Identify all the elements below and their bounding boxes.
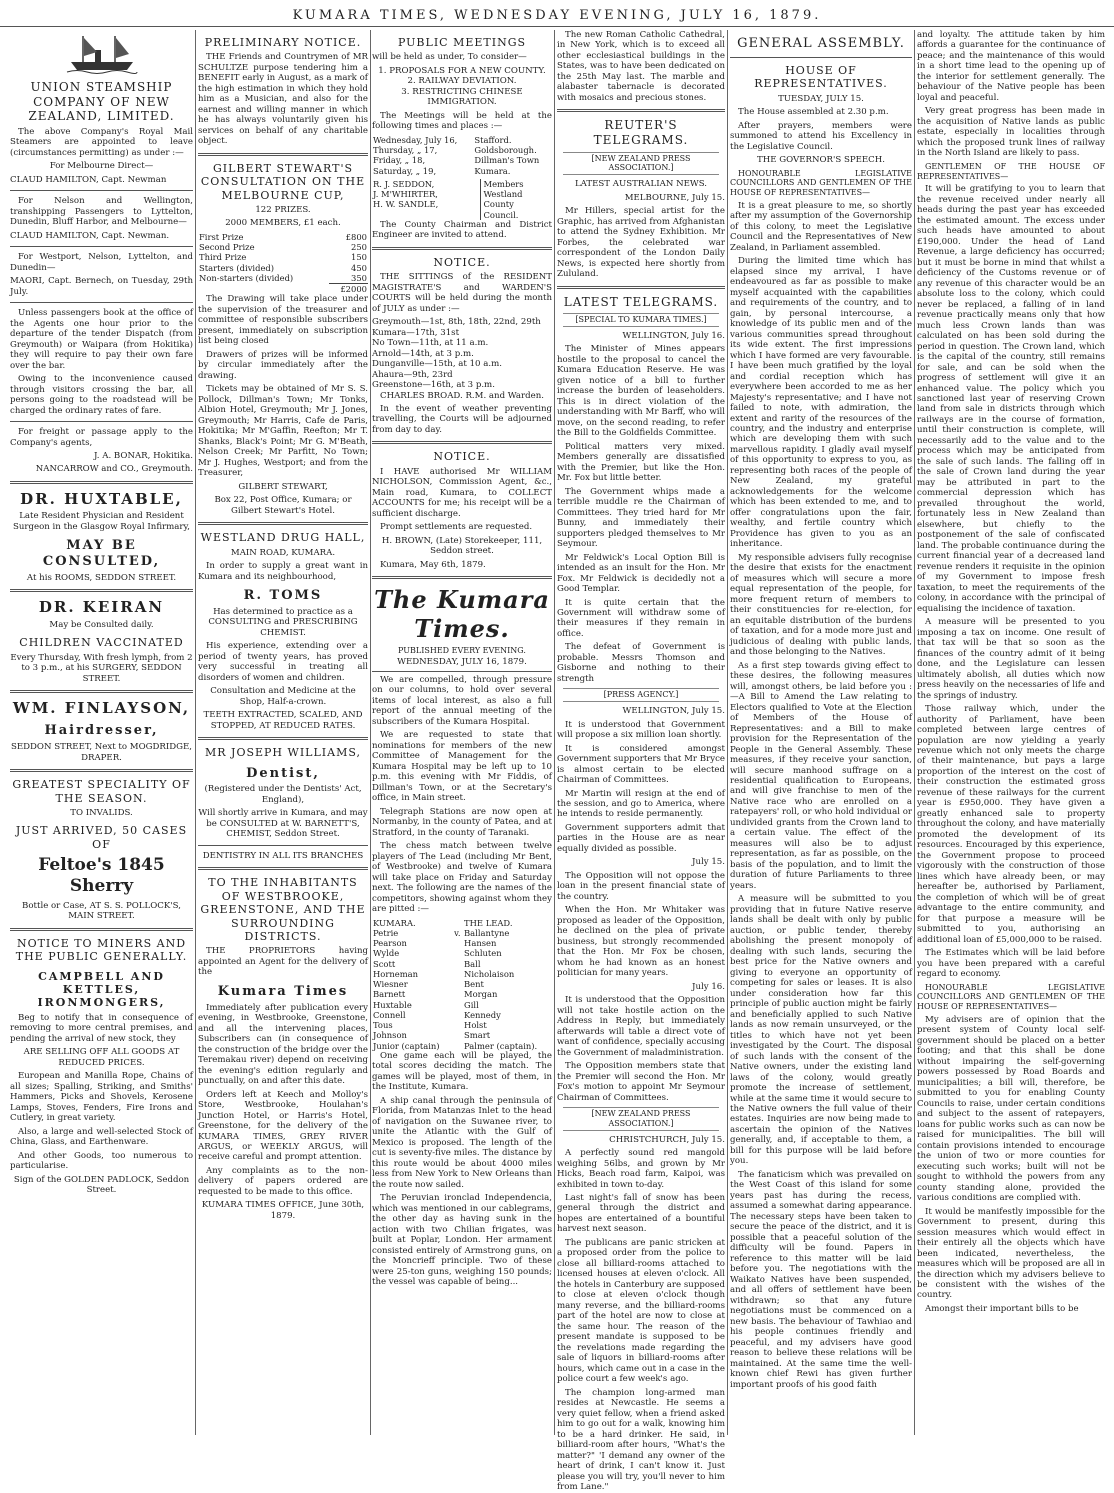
drughall-text: In order to supply a great want in Kumara and its neighbourhood, [198, 561, 368, 582]
prize-total: £2000 [329, 284, 368, 295]
article-text: Political matters very mixed. Members generally are dissatisfied with the Premier, but like the Hon. Mr. Fox but little better. [557, 441, 725, 484]
column-rule [554, 30, 555, 1435]
divider [372, 441, 552, 444]
column-header [453, 918, 463, 928]
article-text: The Minister of Mines appears hostile to the proposal to cancel the Kumara Education Reserve. He was given notice of a bill to further increase the burden of leaseholders. This is in direct violation of the understanding with Mr Barff, who will move, on the second reading, to refer the Bill to the Goldfields Committee. [557, 344, 725, 439]
player: Nicholaison [464, 968, 515, 979]
courts-text: In the event of weather preventing travelling, the Courts will be adjourned from day to day. [372, 403, 552, 435]
latest-assoc: [SPECIAL TO KUMARA TIMES.] [563, 313, 719, 327]
list-item: 1. PROPOSALS FOR A NEW COUNTY. [378, 65, 546, 76]
usc-title: UNION STEAMSHIP COMPANY OF NEW ZEALAND, LIMITED. [28, 80, 175, 124]
column-rule [195, 30, 196, 1435]
article-text: The House assembled at 2.30 p.m. [738, 107, 889, 118]
article-text: The publicans are panic stricken at a proposed order from the police to close all billiard-rooms attached to licensed houses at eleven o'clock. All the hotels in Canterbury are supposed to close at eleven o'clock though many reverse, and the billiard-rooms part of the hotel are now to close at the same hour. The reason of the present mandate is supposed to be the revelations made regarding the sale of liquors in billiard-rooms after hours, which came out in a case in the police court a few week's ago. [557, 1237, 725, 1385]
prize-value: 150 [351, 252, 367, 263]
inhabitants-text: Kumara Times [217, 983, 349, 999]
article-text: Government supporters admit that parties in the House are as near equally divided as possible. [557, 822, 725, 854]
article-text: A measure will be presented to you imposing a tax on income. One result of that tax will be that so soon as the finances of the country admit of it being done, and the Legislature can lessen ultimately abolish, all duties which now press heavily on the necessaries of life and the springs of industry. [917, 617, 1105, 701]
gilbert-text: 2000 MEMBERS, £1 each. [225, 218, 341, 229]
meeting-day: Thursday, „ 17, [373, 145, 438, 156]
table-row [198, 232, 368, 242]
divider [730, 57, 912, 58]
courts-list [372, 317, 552, 390]
editorial-text: The Peruvian ironclad Independencia, which was mentioned in our cablegrams, the other day as having sunk in the action with two Chilian frigates, was built at Poplar, London. Her armament consisted entirely of Armstrong guns, on the Moncrieff principle. Two of these were 25-ton guns, weighing 150 pounds; the vessel was capable of being... [372, 1193, 552, 1288]
divider [198, 845, 368, 846]
list-item: Arnold—14th, at 3 p.m. [372, 348, 474, 359]
gilbert-text: Tickets may be obtained of Mr S. S. Pollock, Dillman's Town; Mr Tonks, Albion Hotel, Greymouth; Mr J. Jones, Greymouth; Mr Harris, Cafe de Paris, Hokitika; Mr M'Gaffin, Reefton; Mr T. Shanks, Black's Point; Mr G. M'Beath, Nelson Creek; Mr Parfitt, No Town; Mr J. Hughes, Westport; and from the Treasurer, [198, 384, 368, 479]
table-row [198, 273, 368, 284]
prize-name: Non-starters (divided) [199, 272, 294, 283]
gilbert-text: GILBERT STEWART, [238, 481, 328, 492]
meeting-place: Dillman's Town [474, 155, 540, 166]
article-text: The Opposition will not oppose the loan in the present financial state of the country. [557, 870, 725, 902]
column-3 [372, 30, 552, 1435]
column-4 [557, 30, 725, 1493]
divider [10, 769, 193, 772]
huxtable-text: Late Resident Physician and Resident Surgeon in the Glasgow Royal Infirmary, [13, 511, 190, 532]
article-text: A perfectly sound red mangold weighing 56lbs, and grown by Mr Hicks, Beach road farm, Kaipoi, was exhibited in town to-day. [557, 1148, 725, 1190]
brown-text: Prompt settlements are requested. [380, 522, 533, 533]
assembly-title: GENERAL ASSEMBLY. [737, 36, 905, 51]
divider [10, 421, 193, 422]
courts-title: NOTICE. [433, 255, 491, 269]
greatest-text: Feltoe's 1845 Sherry [38, 855, 165, 897]
divider [557, 286, 725, 289]
dateline: July 15. [692, 857, 725, 868]
table-row [372, 918, 552, 928]
signatory: R. J. SEDDON, [373, 178, 435, 189]
table-row [372, 938, 552, 948]
list-item: No Town—11th, at 11 a.m. [372, 338, 489, 349]
article-text: It would be manifestly impossible for the Government to present, during this session measures which would effect in their entirely all the objects which have been indicated, nevertheless, the measures which will be proposed are all in the direction which my advisers believe to be consistent with the wishes of the country. [917, 1206, 1105, 1301]
campbell-text: Also, a large and well-selected Stock of China, Glass, and Earthenware. [10, 1126, 193, 1148]
meeting-day: Wednesday, July 16, [373, 134, 458, 145]
prize-name: Second Prize [199, 242, 255, 253]
meetings-signatories [372, 179, 552, 220]
table-row [372, 959, 552, 969]
signatory-note: Members Westland County Council. [480, 179, 552, 220]
usc-text: J. A. BONAR, Hokitika. [94, 450, 193, 461]
williams-title: MR JOSEPH WILLIAMS, [205, 746, 361, 760]
courts-text: CHARLES BROAD. R.M. and Warden. [380, 390, 544, 401]
list-item: 3. RESTRICTING CHINESE IMMIGRATION. [401, 86, 523, 108]
player: Palmer (captain). [464, 1040, 538, 1051]
list-item: Dunganville—15th, at 10 a.m. [372, 359, 502, 370]
article-text: The defeat of Government is probable. Messrs Thomson and Gisborne and nothing to their strength [557, 642, 725, 684]
dateline: WELLINGTON, July 15. [622, 706, 725, 717]
greatest-text: Bottle or Case, AT S. S. POLLOCK'S, MAIN STREET. [22, 900, 181, 922]
divider [10, 690, 193, 693]
table-row [372, 1030, 552, 1040]
keiran-title: DR. KEIRAN [38, 598, 165, 617]
player: Gill [464, 999, 479, 1010]
inhabitants-text: Any complaints as to the non-delivery of papers ordered are requested to be made to this office. [198, 1165, 368, 1197]
player: Kennedy [464, 1009, 501, 1020]
column-rule [370, 30, 371, 1435]
dateline: July 16. [692, 981, 725, 992]
preliminary-text: THE Friends and Countrymen of MR SCHULTZE purpose tendering him a BENEFIT early in August, as a mark of the high estimation in which they hold him as a Musician, and also for the earnest and willing manner in which he has always voluntarily given his services on behalf of any charitable object. [198, 52, 368, 147]
divider [198, 867, 368, 870]
player: Petrie [373, 927, 399, 938]
drughall-title: WESTLAND DRUG HALL, [200, 531, 366, 545]
campbell-title: CAMPBELL AND KETTLES, IRONMONGERS, [37, 969, 166, 1010]
article-text: Mr Hillers, special artist for the Graphic, has arrived from Afghanistan to attend the Sydney Exhibition. Mr Forbes, the celebrated war correspondent of the London Daily News, is expected here shortly from Zululand. [557, 206, 725, 280]
article-text: The Opposition members state that the Premier will second the Hon. Mr Fox's motion to appoint Mr Seymour Chairman of Committees. [557, 1061, 725, 1103]
dateline: MELBOURNE, July 15. [624, 192, 725, 203]
article-text: Last night's fall of snow has been general through the district and hopes are entertained of a bountiful harvest next season. [557, 1193, 725, 1235]
speech-address: GENTLEMEN OF THE HOUSE OF REPRESENTATIVES— [917, 161, 1105, 181]
article-text: The champion long-armed man resides at Newcastle. He seems a very quiet fellow, when a friend asked him to go out for a walk, knowing him to be a hard drinker. He said, in billiard-room after hours, "What's the matter?" 'I demand any owner of the heart of drink, I can't know it. Just please you will try, you'll never to him from Lane." [557, 1387, 725, 1493]
article-text: It is understood that the Opposition will not take hostile action on the Address in Reply, but immediately afterwards will table a direct vote of want of confidence, specially accusing the Government of maladministration. [557, 995, 725, 1058]
reuters-title: REUTER'S TELEGRAMS. [593, 118, 689, 148]
article-text: A measure will be submitted to you providing that in future Native reserve lands shall be dealt with only by public auction, or public tender, thereby abolishing the present monopoly of dealing with such lands, securing the best price for the Native owners and giving to everyone an opportunity of competing for sales or leases. It is also under consideration how far this principle of public auction might be fairly and beneficially applied to such Native lands as now remain unsurveyed, or the titles to which have not yet been investigated by the Court. The disposal of such lands with the consent of the Native owners, under the existing land laws of the colony, would greatly promote the increase of settlement, while at the same time it would secure to the Native owners the full value of their estates. Inquiries are now being made to ascertain the opinion of the Natives generally, and, if acceptable to them, a bill for this purpose will be laid before you. [730, 894, 912, 1167]
divider [10, 928, 193, 931]
divider [372, 576, 552, 579]
table-row [372, 1020, 552, 1030]
speech-address: HONOURABLE LEGISLATIVE COUNCILLORS AND GENTLEMEN OF THE HOUSE OF REPRESENTATIVES— [917, 982, 1105, 1012]
player: Horneman [373, 968, 419, 979]
meetings-text: will be held as under, To consider— [372, 52, 527, 63]
article-text: The new Roman Catholic Cathedral, in New York, which is to exceed all other ecclesiastical buildings in the States, was to have been dedicated on the 25th May last. The marble and alabaster tabernacle is decorated with mosaics and precious stones. [557, 30, 725, 103]
prize-value: 450 [351, 262, 367, 273]
newspaper-date: WEDNESDAY, JULY 16, 1879. [372, 657, 552, 671]
courts-text: THE SITTINGS of the RESIDENT MAGISTRATE'S and WARDEN'S COURTS will be held during the month of JULY as under :— [372, 272, 552, 314]
greatest-title: GREATEST SPECIALITY OF THE SEASON. [12, 778, 191, 805]
article-text: The fanaticism which was prevailed on the West Coast of this island for some years past has during the recess, assumed a somewhat daring appearance. The necessary steps have been taken to secure the peace of the district, and it is possible that a peaceful solution of the difficulty will be found. Papers in reference to this matter will be laid before you. The negotiations with the Waikato Natives have been suspended, and all offers of settlement have been withdrawn; so that any future negotiations must be commenced on a new basis. The behaviour of Tawhiao and his people continues friendly and peaceful, and my advisers have good reason to believe these relations will be maintained. At the same time the well-known chief Rewi has given further important proofs of his good faith [730, 1169, 912, 1390]
meeting-day: Saturday, „ 19, [373, 165, 437, 176]
campbell-text: Sign of the GOLDEN PADLOCK, Seddon Street. [13, 1174, 190, 1196]
divider [10, 190, 193, 191]
table-row: Petrie v. Ballantyne [372, 928, 552, 938]
list-item: Ahaura—9th, 23rd [372, 369, 453, 380]
gilbert-title: GILBERT STEWART'S CONSULTATION ON THE MELBOURNE CUP, [200, 161, 366, 202]
table-row [372, 1000, 552, 1010]
player: Wylde [373, 948, 400, 959]
speech-title: THE GOVERNOR'S SPEECH. [757, 155, 885, 166]
column-5 [730, 30, 912, 1435]
drughall-text: His experience, extending over a period of twenty years, has proved very successful in treating all disorders of women and children. [198, 641, 368, 683]
divider [10, 589, 193, 592]
chess-table [372, 918, 552, 1051]
divider [10, 302, 193, 303]
article-text: Very great progress has been made in the acquisition of Native lands as public estate, especially in localities through which the proposed trunk lines of railway in the North Island are likely to pass. [917, 106, 1105, 159]
editorial-text: One game each will be played, the total scores deciding the match. The games will be played, most of them, in the Institute, Kumara. [372, 1050, 552, 1093]
gilbert-text: Drawers of prizes will be informed by circular immediately after the drawing. [198, 349, 368, 381]
meetings-list [372, 66, 552, 108]
divider [10, 481, 193, 484]
notice-title: NOTICE TO MINERS AND THE PUBLIC GENERALLY. [15, 936, 188, 964]
newspaper-title: The Kumara Times. [374, 585, 550, 644]
player: Ballantyne [464, 927, 510, 938]
campbell-text: European and Manilla Rope, Chains of all sizes; Spalling, Striking, and Smiths' Hammers, Picks and Shovels, Kerosene Lamps, Stoves, Fenders, Fire Irons and Cutlery, in great variety. [10, 1071, 193, 1124]
inhabitants-text: Immediately after publication every evening, in Westbrooke, Greenstone, and all the intervening places, Subscribers can (in consequence of the construction of the bridge over the Teremakau river) depend on receiving the evening's edition regularly and punctually, on and after this date. [198, 1002, 368, 1087]
table-row [372, 969, 552, 979]
steamship-icon [67, 32, 137, 74]
table-row [372, 155, 552, 165]
player: Smart [464, 1030, 491, 1041]
table-row [372, 145, 552, 155]
editorial-text: The chess match between twelve players of The Lead (including Mr Bent, of Westbrooke) and twelve of Kumara will take place on Friday and Saturday next. The following are the names of the competitors, showing against whom they are pitted :— [372, 841, 552, 915]
usc-text: Unless passengers book at the office of the Agents one hour prior to the departure of the tender Dispatch (from Greymouth) or Waipara (from Hokitika) they will require to pay their own fare over the bar. [10, 308, 193, 371]
prize-name: Starters (divided) [199, 262, 275, 273]
prize-name: Third Prize [199, 252, 247, 263]
prize-name: First Prize [199, 231, 244, 242]
inhabitants-text: Orders left at Keech and Molloy's Store, Westbrooke, Houlahan's Junction Hotel, or Harris's Hotel, Greenstone, for the delivery of the KUMARA TIMES, GREY RIVER ARGUS, or WEEKLY ARGUS, will receive careful and prompt attention. [198, 1089, 368, 1163]
dateline: WELLINGTON, July 16. [622, 330, 725, 341]
signatory: H. W. SANDLE, [373, 199, 439, 210]
article-text: It is a great pleasure to me, so shortly after my assumption of the Governorship of this colony, to meet the Legislative Council and the Representatives of New Zealand, in Parliament assembled. [730, 200, 912, 253]
campbell-text: Beg to notify that in consequence of removing to more central premises, and pending the arrival of new stock, they [10, 1012, 193, 1044]
meeting-place: Kumara. [474, 165, 511, 176]
editorial-text: We are requested to state that nominations for members of the new Committee of Management for the Kumara Hospital may be left up to 10 p.m. this evening with Mr Fiddis, of Dillman's Town, or at the Secretary's office, in Main street. [372, 730, 552, 804]
finlayson-text: Hairdresser, [44, 723, 159, 739]
reuters-assoc: [NEW ZEALAND PRESS ASSOCIATION.] [563, 152, 719, 176]
list-item: Greenstone—16th, at 3 p.m. [372, 380, 495, 391]
brown-title: NOTICE. [433, 450, 491, 464]
table-row [198, 263, 368, 273]
signatory: J. M'WHIRTER, [373, 189, 438, 200]
finlayson-title: WM. FINLAYSON, [12, 699, 191, 718]
article-text: The Estimates which will be laid before you have been prepared with a careful regard to economy. [917, 948, 1105, 980]
preliminary-title: PRELIMINARY NOTICE. [204, 36, 362, 49]
column-6 [917, 30, 1105, 1435]
dentistry-title: DENTISTRY IN ALL ITS BRANCHES [202, 850, 364, 861]
table-row [372, 979, 552, 989]
keiran-text: Every Thursday, With fresh lymph, from 2 to 3 p.m., at his SURGERY, SEDDON STREET. [10, 652, 193, 684]
williams-text: (Registered under the Dentists' Act, England), [204, 784, 362, 805]
gilbert-text: Box 22, Post Office, Kumara; or Gilbert Stewart's Hotel. [214, 495, 352, 516]
player: Schluten [464, 948, 502, 959]
dateline: TUESDAY, JULY 15. [778, 93, 864, 104]
finlayson-text: SEDDON STREET, Next to MOGDRIDGE, DRAPER. [10, 742, 193, 763]
table-row [372, 1041, 552, 1051]
assembly-subtitle: HOUSE OF REPRESENTATIVES. [754, 63, 888, 91]
article-text: During the limited time which has elapsed since my arrival, I have endeavoured as far as possible to make myself acquainted with the capabilities and requirements of the country, and to gain, by personal intercourse, a knowledge of its public men and of the various communities spread throughout its wide extent. The first impressions which I have formed are very favourable. I have been much gratified by the loyal and cordial reception which has everywhere been accorded to me as her Majesty's representative; and I have not failed to note, with admiration, the extent and rarity of the resources of the country, and the industry and enterprise which are developing them with such marvellous rapidity. I gladly avail myself of this opportunity to express to you, as representing both races of the people of New Zealand, my grateful acknowledgements for the welcome which has been extended to me, and to offer congratulations upon the fair, wealthy, and fertile country which Providence has given to you as an inheritance. [730, 256, 912, 550]
inhabitants-title: TO THE INHABITANTS OF WESTBROOKE, GREENSTONE, AND THE SURROUNDING DISTRICTS. [200, 876, 366, 943]
table-row [198, 284, 368, 295]
drughall-text: R. TOMS [243, 588, 323, 603]
inhabitants-text: KUMARA TIMES OFFICE, June 30th, 1879. [201, 1200, 365, 1221]
usc-text: For freight or passage apply to the Company's agents, [10, 427, 193, 448]
divider [372, 247, 552, 250]
player: Tous [373, 1020, 393, 1031]
table-row [198, 252, 368, 262]
drughall-text: Consultation and Medicine at the Shop, Half-a-crown. [210, 686, 356, 707]
divider [198, 522, 368, 525]
inhabitants-text: THE PROPRIETORS having appointed an Agent for the delivery of the [198, 946, 368, 978]
speech-address: HONOURABLE LEGISLATIVE COUNCILLORS AND GENTLEMEN OF THE HOUSE OF REPRESENTATIVES— [730, 168, 912, 198]
list-item: Kumara—17th, 31st [372, 327, 460, 338]
press-agency: [PRESS AGENCY.] [563, 688, 719, 702]
dateline: CHRISTCHURCH, July 15. [609, 1134, 725, 1145]
player: Hansen [464, 938, 497, 949]
player: Junior (captain) [373, 1040, 440, 1051]
prize-value: 350 [351, 272, 367, 283]
article-text: Amongst their important bills to be [925, 1303, 1079, 1314]
greatest-text: TO INVALIDS. [70, 808, 133, 818]
gilbert-text: 122 PRIZES. [255, 204, 311, 215]
article-text: It is understood that Government will propose a six million loan shortly. [557, 719, 725, 741]
latest-title: LATEST TELEGRAMS. [563, 294, 719, 309]
player: Ball [464, 958, 481, 969]
column-2 [198, 30, 368, 1435]
player: Holst [464, 1020, 487, 1031]
divider [557, 109, 725, 112]
article-text: and loyalty. The attitude taken by him affords a guarantee for the continuance of peace; and the maintenance of this would in a short time lead to the opening up of the interior for settlement generally. The behaviour of the Native people has been loyal and peaceful. [917, 30, 1105, 103]
table-row [372, 989, 552, 999]
article-text: Mr Feldwick's Local Option Bill is intended as an insult for the Hon. Mr Fox. Mr Feldwick is decidedly not a Good Templar. [557, 552, 725, 595]
article-text: My advisers are of opinion that the present system of County local self-government should be placed on a better footing; and that this shall be done without impairing the self-governing powers possessed by Road Boards and municipalities; a bill will, therefore, be submitted to you for enabling County Councils to raise, under certain conditions and subject to the assent of ratepayers, loans for public works such as can now be raised for municipalities. The bill will contain provisions intended to encourage the union of two or more counties for executing such works; built will not be sought to withhold the powers from any county standing alone, provided the various conditions are complied with. [917, 1014, 1105, 1204]
article-text: Those railway which, under the authority of Parliament, have been completed between large centres of population are now yielding a yearly revenue which not only meets the charge of their maintenance, but pays a large proportion of the interest on the cost of their construction the estimated gross revenue of these railways for the current year is £950,000. They have given a greatly enhanced sale to property throughout the colony, and have materially promoted the development of its resources. Encouraged by this experience, the Government propose to proceed vigorously with the construction of those lines which have already been, or may hereafter be, authorised by Parliament, the completion of which will be of great advantage to the entire community, and for that purpose a measure will be submitted to you, authorising an additional loan of £5,000,000 to be raised. [917, 704, 1105, 945]
article-text: Mr Martin will resign at the end of the session, and go to America, where he intends to reside permanently. [557, 788, 725, 820]
williams-text: Dentist, [246, 765, 320, 781]
newspaper-subtitle: PUBLISHED EVERY EVENING. [398, 645, 526, 655]
meeting-place: Goldsborough. [474, 145, 537, 156]
usc-text: For Nelson and Wellington, transhipping Passengers to Lyttelton, Dunedin, Bluff Harbor, and Melbourne— [10, 196, 193, 228]
usc-text: NANCARROW and CO., Greymouth. [35, 464, 193, 475]
drughall-text: MAIN ROAD, KUMARA. [230, 547, 336, 558]
campbell-text: ARE SELLING OFF ALL GOODS AT REDUCED PRICES. [23, 1047, 180, 1068]
column-rule [727, 30, 728, 1435]
article-text: After prayers, members were summoned to attend his Excellency in the Legislative Council. [730, 120, 912, 152]
drughall-text: TEETH EXTRACTED, SCALED, AND STOPPED, AT REDUCED RATES. [203, 710, 363, 731]
huxtable-title: DR. HUXTABLE, [20, 489, 183, 508]
prize-value: 250 [351, 242, 367, 253]
nz-press-assoc: [NEW ZEALAND PRESS ASSOCIATION.] [563, 1107, 719, 1131]
editorial-text: Telegraph Stations are now open at Normanby, in the county of Patea, and at Stratford, in the county of Taranaki. [372, 806, 552, 838]
gilbert-text: The Drawing will take place under the supervision of the treasurer and committee of responsible subscribers present, immediately on subscription list being closed [198, 294, 368, 347]
usc-text: CLAUD HAMILTON, Capt. Newman. [10, 230, 170, 241]
keiran-text: CHILDREN VACCINATED [19, 636, 184, 650]
list-item: Greymouth—1st, 8th, 18th, 22nd, 29th [372, 317, 541, 328]
huxtable-text: At his ROOMS, SEDDON STREET. [26, 572, 177, 583]
player: Connell [373, 1009, 406, 1020]
column-header: KUMARA. [373, 917, 416, 928]
article-text: It will be gratifying to you to learn that the revenue received under nearly all heads during the past year has exceeded the estimated amount. The excess under such heads have amounted to about £190,000. Under the head of Land Revenue, a large deficiency has occurred; but it must be borne in mind that whilst a deficiency of the Customs revenue or of any revenue of this character would be an absolute loss to the colony, which could never be replaced, a falling of in land revenue practically means only that how much less Crown lands than was calculated on has been sold during the period in question. The Crown land, which is the capital of the country, still remains for sale, and can be sold when the progress of settlement will give it an enhanced value. The policy which you sanctioned last year of reserving Crown land from sale in districts through which railways are in the course of formation, until their construction is complete, will necessarily add to the value and to the process which may be anticipated from the sale of such lands. The falling off in the sale of Crown land during the year may be attributed in part to the commercial depression which has prevailed throughout the world, fortunately less in New Zealand than elsewhere, but chiefly to the postponement of the sale of confiscated land. The probable continuance during the current financial year of a decreased land revenue renders it requisite in the opinion of my Government to impose fresh taxation, to meet the requirements of the colony, in accordance with the principal of equalising the incidence of taxation. [917, 184, 1105, 614]
player: Bent [464, 979, 484, 990]
editorial-text: A ship canal through the peninsula of Florida, from Matanzas Inlet to the head of navigation on the Suwanee river, to unite the Atlantic with the Gulf of Mexico is proposed. The length of the cut is seventy-five miles. The distance by this route would be about 4000 miles less from New York to New Orleans than the route now sailed. [372, 1095, 552, 1190]
brown-text: Kumara, May 6th, 1879. [380, 559, 486, 570]
brown-text: H. BROWN, (Late) Storekeeper, 111, Seddon street. [381, 535, 543, 557]
table-row [372, 135, 552, 145]
player: Wiesner [373, 979, 408, 990]
article-text: It is quite certain that the Government will withdraw some of their measures if they remain in office. [557, 597, 725, 639]
player: Johnson [373, 1030, 407, 1041]
player: Huxtable [373, 999, 412, 1010]
article-text: The Government whips made a terrible muddle re the Chairman of Committees. They tried hard for Mr Bunny, and immediately their supporters pledged themselves to Mr Seymour. [557, 486, 725, 550]
player: Pearson [373, 938, 407, 949]
usc-text: For Westport, Nelson, Lyttelton, and Dunedin— [10, 252, 193, 273]
divider [198, 153, 368, 156]
greatest-text: JUST ARRIVED, 50 CASES OF [15, 824, 188, 851]
masthead-title: KUMARA TIMES, WEDNESDAY EVENING, JULY 16, 1879. [292, 8, 822, 23]
meetings-title: PUBLIC MEETINGS [397, 36, 527, 49]
article-text: As a first step towards giving effect to these desires, the following measures will, amongst others, be laid before you :—A Bill to Amend the Law relating to Electors qualified to Vote at the Election of Members of the House of Representatives: and a Bill to make provision for the Representation of the People in the General Assembly. These measures, if they receive your sanction, will secure manhood suffrage on a residential qualification to Europeans, and will give franchise to men of the Native race who are enrolled on a ratepayers' roll, or who hold individual or undivided grants from the Crown land to a certain value. The effect of the measures will also be to adjust representation, as far as possible, on the basis of the population, and to limit the duration of future Parliaments to three years. [730, 660, 912, 891]
meetings-table [372, 135, 552, 176]
meeting-day: Friday, „ 18, [373, 155, 426, 166]
editorial-text: We are compelled, through pressure on our columns, to hold over several items of local interest, as also a full report of the annual meeting of the subscribers of the Kumara Hospital. [372, 674, 552, 727]
usc-text: Owing to the inconvenience caused through visitors crossing the bar, all persons going to the roadstead will be charged the ordinary rates of fare. [10, 374, 193, 416]
divider [10, 246, 193, 247]
reuters-subtitle: LATEST AUSTRALIAN NEWS. [574, 179, 708, 190]
prize-value: £800 [345, 231, 367, 242]
williams-text: Will shortly arrive in Kumara, and may be CONSULTED at W. BARNETT'S, CHEMIST, Seddon Street. [198, 808, 368, 840]
player: Scott [373, 958, 396, 969]
brown-text: I HAVE authorised Mr WILLIAM NICHOLSON, Commission Agent, &c., Main road, Kumara, to COLLECT ACCOUNTS for me; his receipt will be a sufficient discharge. [372, 466, 552, 519]
usc-text: The above Company's Royal Mail Steamers are appointed to leave (circumstances permitting) as under :— [10, 126, 193, 158]
article-text: It is considered amongst Government supporters that Mr Bryce is almost certain to be elected Chairman of Committees. [557, 743, 725, 786]
table-row [198, 242, 368, 252]
usc-text: CLAUD HAMILTON, Capt. Newman [10, 174, 167, 185]
drughall-text: Has determined to practice as a CONSULTING and PRESCRIBING CHEMIST. [208, 606, 358, 638]
usc-text: For Melbourne Direct— [49, 161, 154, 172]
column-1 [10, 30, 193, 1435]
masthead [0, 4, 1114, 27]
player: Morgan [464, 989, 498, 1000]
table-row [372, 1010, 552, 1020]
divider [198, 737, 368, 740]
huxtable-text: MAY BE CONSULTED, [42, 538, 161, 570]
prize-table [198, 232, 368, 295]
column-rule [914, 30, 915, 1435]
meeting-place: Stafford. [474, 134, 512, 145]
list-item: 2. RAILWAY DEVIATION. [407, 76, 517, 87]
campbell-text: And other Goods, too numerous to particularise. [10, 1150, 193, 1172]
usc-text: MAORI, Capt. Bernech, on Tuesday, 29th July. [10, 276, 193, 297]
meetings-text: The Meetings will be held at the following times and places :— [372, 110, 552, 132]
table-row [372, 948, 552, 958]
article-text: My responsible advisers fully recognise the desire that exists for the enactment of measures which will secure a more equal representation of the people, for more frequent return of members to their constituencies for re-election, for an equitable distribution of the burdens of taxation, and for a mode more just and judicious of dealing with public lands, and those belonging to the Natives. [730, 552, 912, 658]
table-row [372, 166, 552, 176]
player: Barnett [373, 989, 406, 1000]
meetings-text: The County Chairman and District Engineer are invited to attend. [372, 219, 552, 241]
article-text: When the Hon. Mr Whitaker was proposed as leader of the Opposition, he declined on the plea of private business, but strongly recommended that the Hon. Mr Fox be chosen, whom he had known as an honest politician for many years. [557, 905, 725, 979]
keiran-text: May be Consulted daily. [49, 619, 154, 630]
column-header: THE LEAD. [464, 917, 513, 928]
